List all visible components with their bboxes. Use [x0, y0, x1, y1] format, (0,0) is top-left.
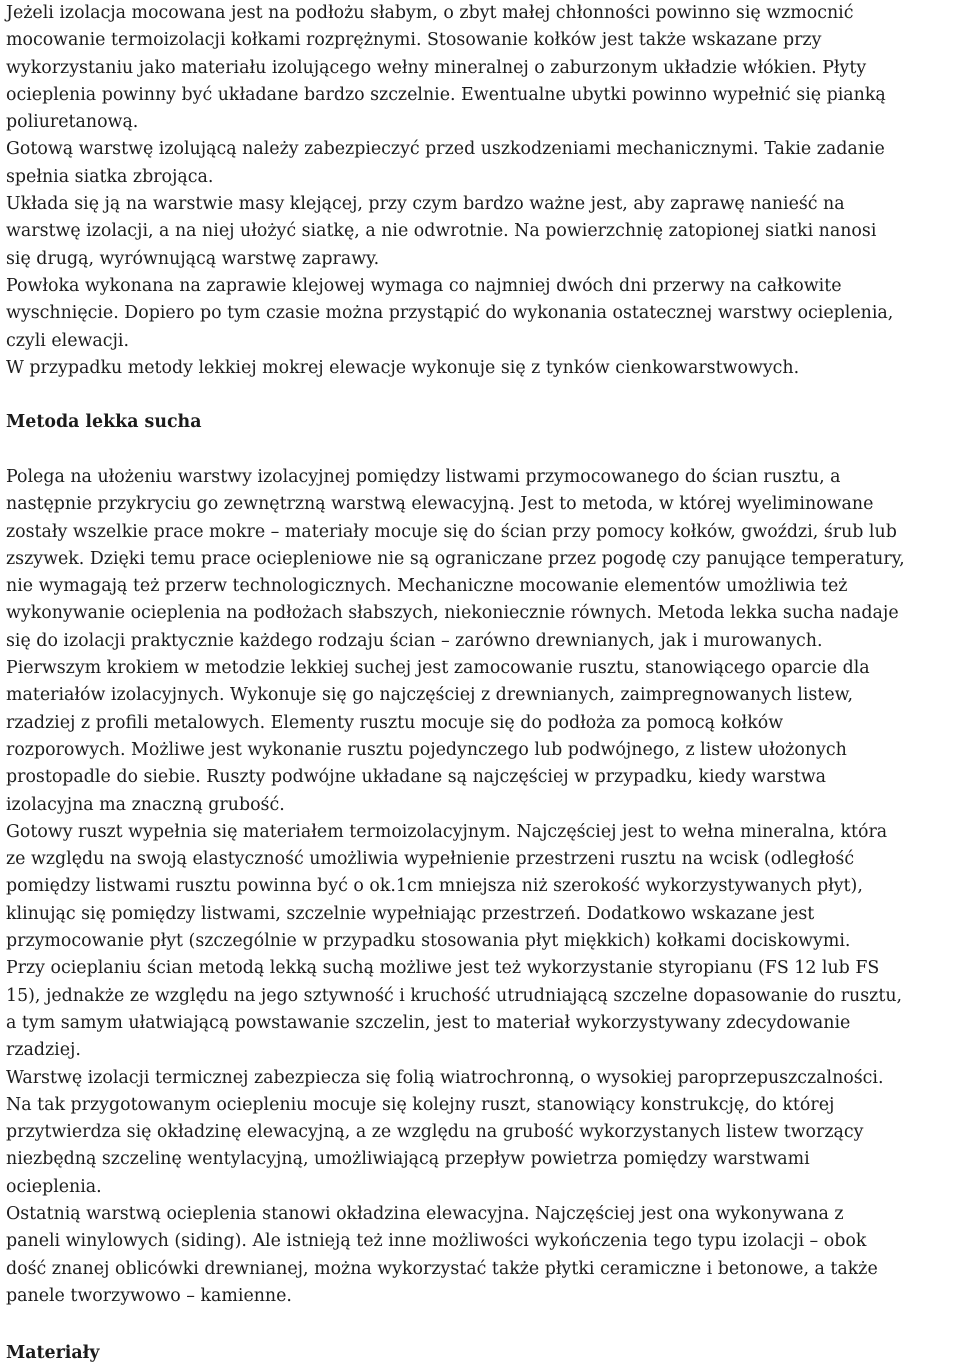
- text-line: czyli elewacji.: [6, 330, 129, 351]
- text-line: Ostatnią warstwą ocieplenia stanowi okładzina elewacyjna. Najczęściej jest ona wykonywana z: [6, 1204, 844, 1225]
- text-line: rzadziej z profili metalowych. Elementy rusztu mocuje się do podłoża za pomocą kołków: [6, 712, 784, 733]
- text-line: rzadziej.: [6, 1040, 81, 1061]
- text-line: przymocowanie płyt (szczególnie w przypadku stosowania płyt miękkich) kołkami dociskowymi.: [6, 931, 851, 952]
- text-line: paneli winylowych (siding). Ale istnieją też inne możliwości wykończenia tego typu izolacji – obok: [6, 1231, 867, 1252]
- text-line: dość znanej oblicówki drewnianej, można wykorzystać także płytki ceramiczne i betonowe, a także: [6, 1258, 878, 1279]
- text-line: izolacyjna ma znaczną grubość.: [6, 794, 285, 815]
- text-line: Powłoka wykonana na zaprawie klejowej wymaga co najmniej dwóch dni przerwy na całkowite: [6, 275, 842, 296]
- section-heading-materialy: Materiały: [6, 1343, 100, 1363]
- text-line: poliuretanową.: [6, 112, 139, 133]
- lekka-sucha-text-block: [6, 464, 954, 1310]
- text-line: wyschnięcie. Dopiero po tym czasie można przystąpić do wykonania ostatecznej warstwy ocieplenia,: [6, 303, 894, 324]
- text-line: Układa się ją na warstwie masy klejącej, przy czym bardzo ważne jest, aby zaprawę nanieść na: [6, 194, 845, 215]
- text-line: przytwierdza się okładzinę elewacyjną, a ze względu na grubość wykorzystanych listew tworzący: [6, 1122, 864, 1143]
- section-heading-lekka-sucha: Metoda lekka sucha: [6, 412, 202, 432]
- text-line: materiałów izolacyjnych. Wykonuje się go najczęściej z drewnianych, zaimpregnowanych listew,: [6, 685, 853, 706]
- text-line: Gotową warstwę izolującą należy zabezpieczyć przed uszkodzeniami mechanicznymi. Takie zadanie: [6, 139, 885, 160]
- text-line: się drugą, wyrównującą warstwę zaprawy.: [6, 248, 380, 269]
- text-line: Gotowy ruszt wypełnia się materiałem termoizolacyjnym. Najczęściej jest to wełna mineralna, która: [6, 821, 888, 842]
- text-line: pomiędzy listwami rusztu powinna być o ok.1cm mniejsza niż szerokość wykorzystywanych płyt),: [6, 876, 863, 897]
- text-line: Jeżeli izolacja mocowana jest na podłożu słabym, o zbyt małej chłonności powinno się wzmocnić: [6, 3, 854, 23]
- text-line: ocieplenia powinny być układane bardzo szczelnie. Ewentualne ubytki powinno wypełnić się pianką: [6, 84, 886, 105]
- text-line: następnie przykryciu go zewnętrzną warstwą elewacyjną. Jest to metoda, w której wyeliminowane: [6, 494, 874, 515]
- text-line: ze względu na swoją elastyczność umożliwia wypełnienie przestrzeni rusztu na wcisk (odległość: [6, 849, 855, 870]
- text-line: Przy ocieplaniu ścian metodą lekką suchą możliwe jest też wykorzystanie styropianu (FS 12 lub FS: [6, 958, 880, 979]
- text-line: warstwę izolacji, a na niej ułożyć siatkę, a nie odwrotnie. Na powierzchnię zatopionej siatki nanosi: [6, 221, 877, 242]
- text-line: ocieplenia.: [6, 1176, 102, 1197]
- text-line: spełnia siatka zbrojąca.: [6, 166, 214, 187]
- text-line: zostały wszelkie prace mokre – materiały mocuje się do ścian przy pomocy kołków, gwoździ, śrub lub: [6, 521, 897, 542]
- text-line: Warstwę izolacji termicznej zabezpiecza się folią wiatrochronną, o wysokiej paroprzepuszczalności.: [6, 1067, 884, 1088]
- text-line: mocowanie termoizolacji kołkami rozprężnymi. Stosowanie kołków jest także wskazane przy: [6, 30, 822, 51]
- text-line: nie wymagają też przerw technologicznych. Mechaniczne mocowanie elementów umożliwia też: [6, 576, 848, 597]
- text-line: niezbędną szczelinę wentylacyjną, umożliwiającą przepływ powietrza pomiędzy warstwami: [6, 1149, 810, 1170]
- text-line: W przypadku metody lekkiej mokrej elewacje wykonuje się z tynków cienkowarstwowych.: [6, 357, 800, 378]
- text-line: panele tworzywowo – kamienne.: [6, 1285, 292, 1306]
- text-line: Na tak przygotowanym ociepleniu mocuje się kolejny ruszt, stanowiący konstrukcję, do której: [6, 1094, 835, 1115]
- text-line: a tym samym ułatwiającą powstawanie szczelin, jest to materiał wykorzystywany zdecydowanie: [6, 1012, 851, 1033]
- text-line: Pierwszym krokiem w metodzie lekkiej suchej jest zamocowanie rusztu, stanowiącego oparcie dla: [6, 658, 870, 679]
- text-line: się do izolacji praktycznie każdego rodzaju ścian – zarówno drewnianych, jak i murowanych.: [6, 630, 823, 651]
- text-line: klinując się pomiędzy listwami, szczelnie wypełniając przestrzeń. Dodatkowo wskazane jest: [6, 903, 815, 924]
- text-line: Polega na ułożeniu warstwy izolacyjnej pomiędzy listwami przymocowanego do ścian rusztu, a: [6, 467, 841, 487]
- text-line: wykorzystaniu jako materiału izolującego wełny mineralnej o zaburzonym układzie włókien. Płyty: [6, 57, 867, 78]
- text-line: zszywek. Dzięki temu prace ociepleniowe nie są ograniczane przez pogodę czy panujące temperatury,: [6, 548, 905, 569]
- text-line: wykonywanie ocieplenia na podłożach słabszych, niekoniecznie równych. Metoda lekka sucha nadaje: [6, 603, 899, 624]
- text-line: prostopadle do siebie. Ruszty podwójne układane są najczęściej w przypadku, kiedy warstwa: [6, 767, 827, 788]
- text-line: 15), jednakże ze względu na jego sztywność i kruchość utrudniającą szczelne dopasowanie do rusztu,: [6, 985, 903, 1006]
- text-line: rozporowych. Możliwe jest wykonanie rusztu pojedynczego lub podwójnego, z listew ułożonych: [6, 739, 847, 760]
- intro-text-block: [6, 0, 954, 382]
